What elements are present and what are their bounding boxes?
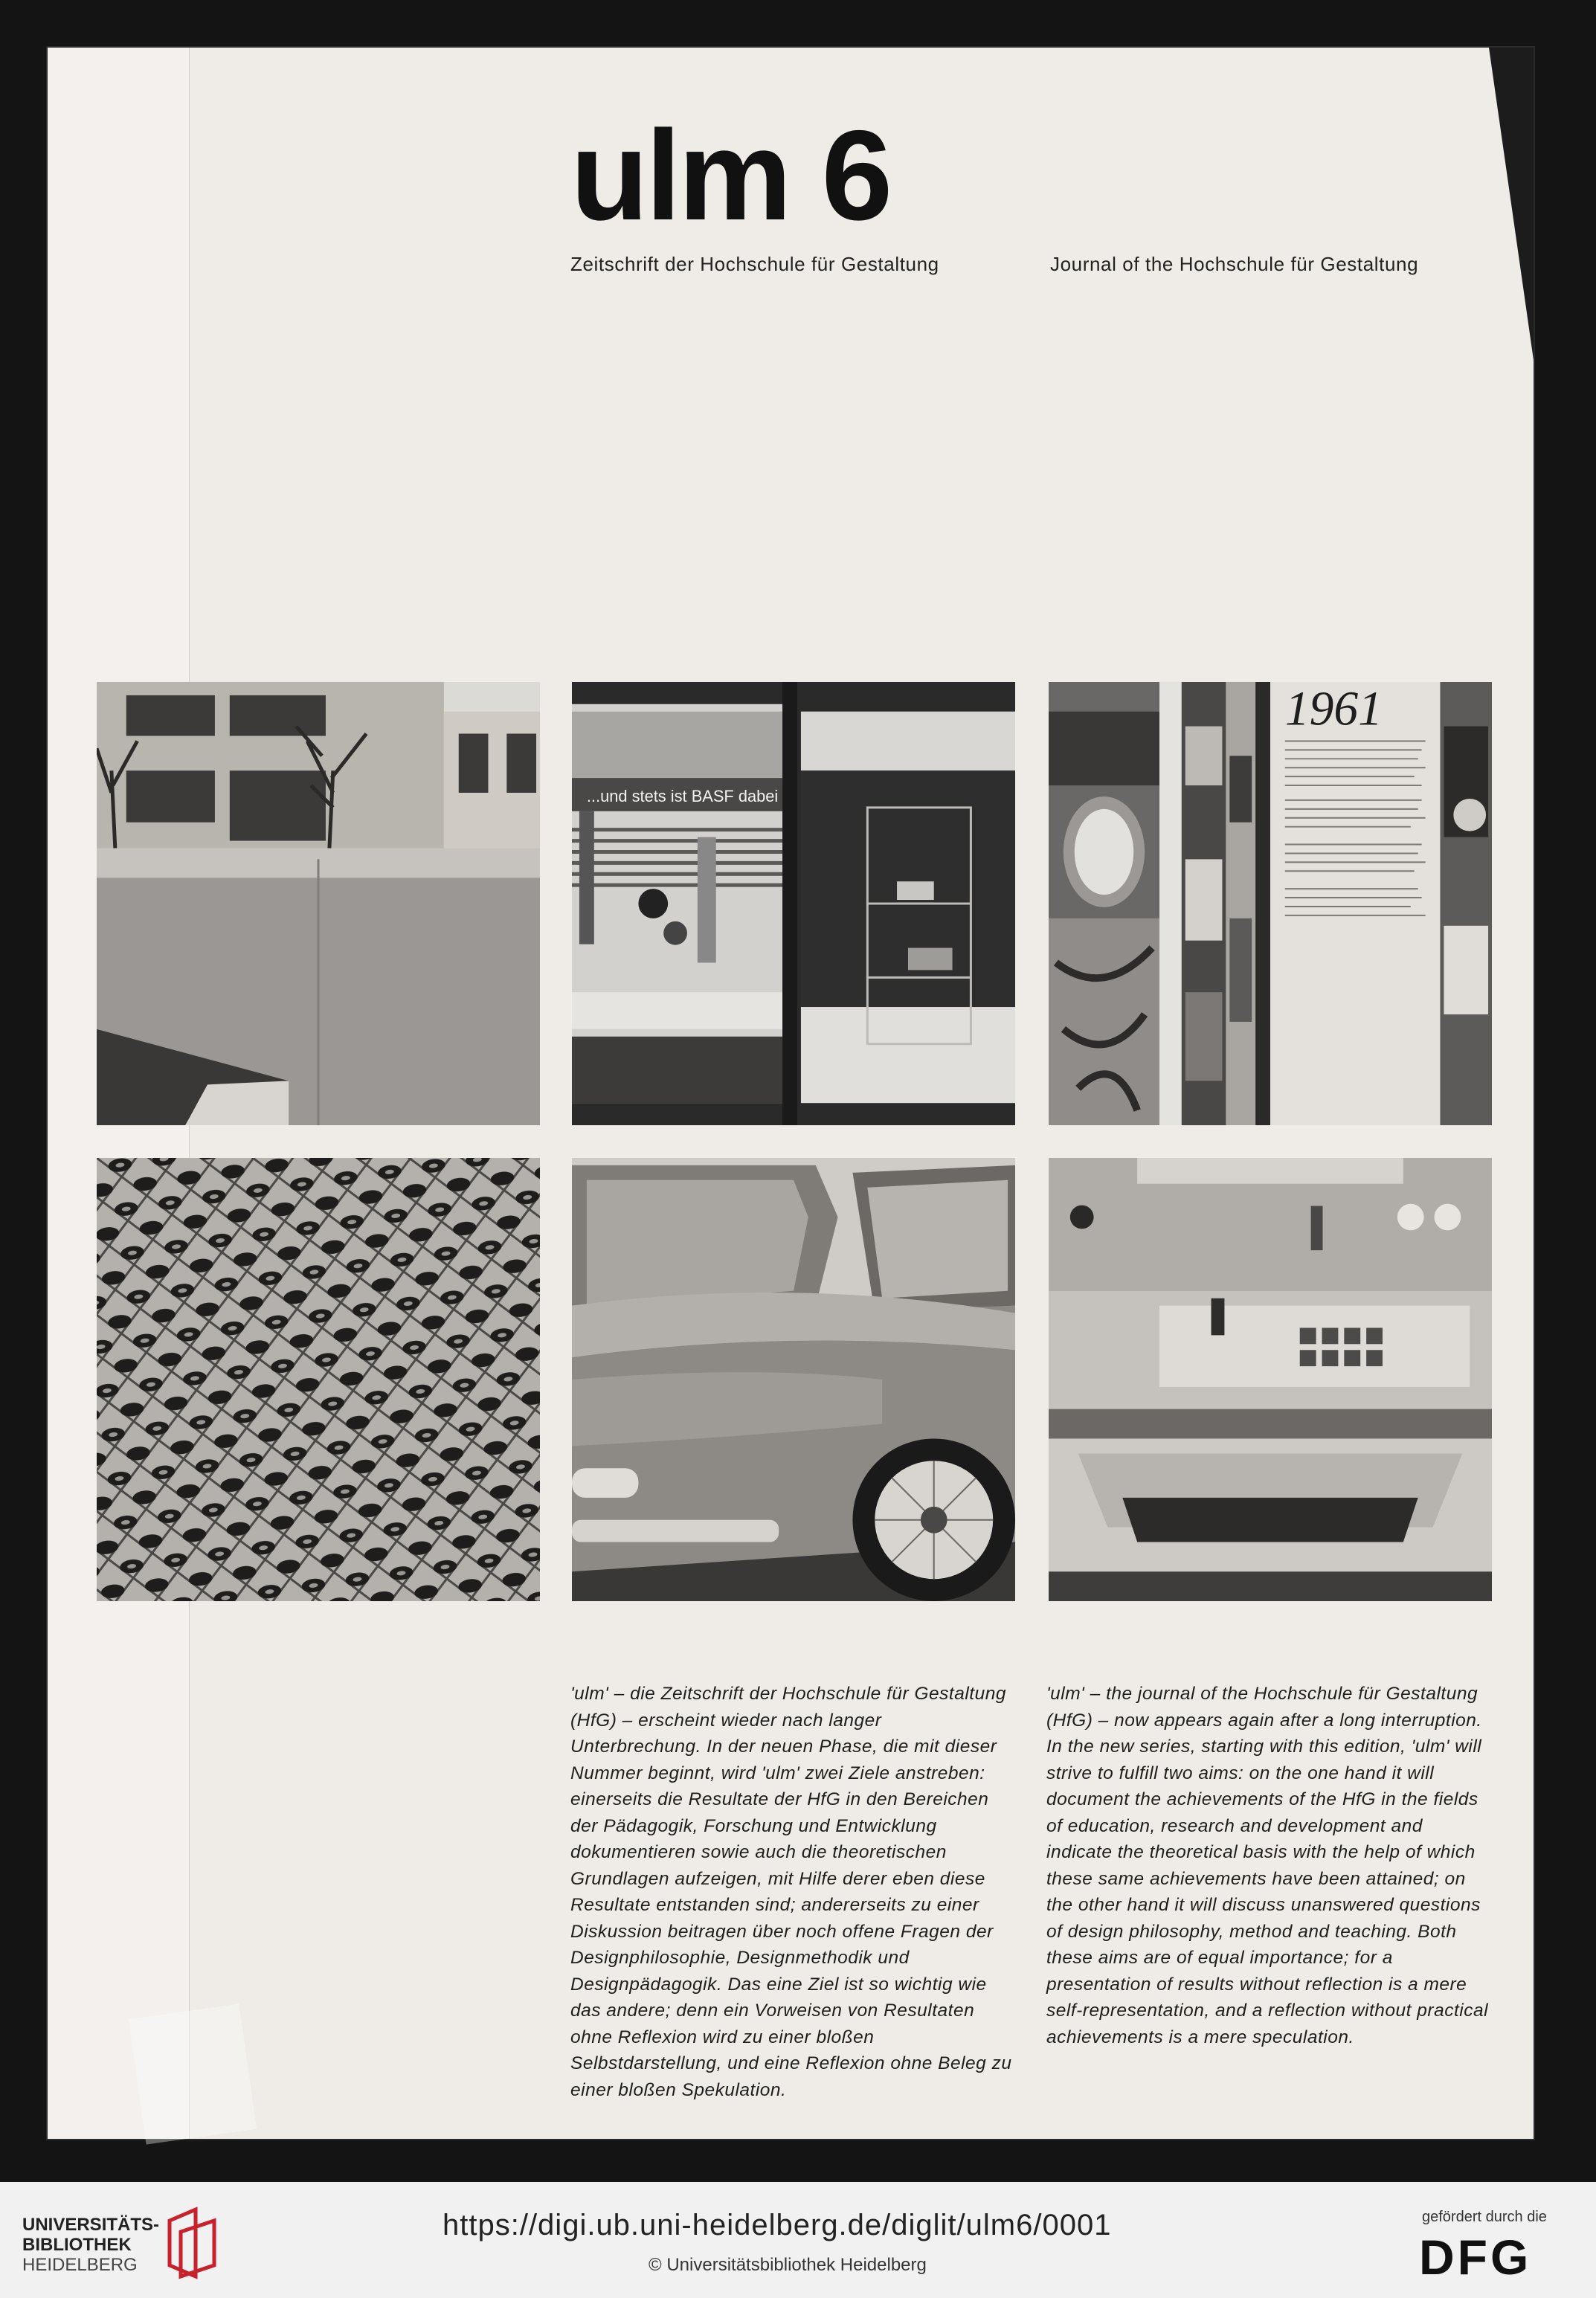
- lattice-photo-icon: [97, 1158, 540, 1601]
- library-mark-icon: [162, 2206, 222, 2280]
- source-url-link[interactable]: https://digi.ub.uni-heidelberg.de/diglit/ulm6/0001: [443, 2209, 1112, 2241]
- photo-olivetti-machine: [1049, 1158, 1492, 1601]
- funding-label: gefördert durch die: [1422, 2209, 1547, 2225]
- copyright-notice: © Universitätsbibliothek Heidelberg: [649, 2255, 927, 2275]
- collage-photo-icon: [1049, 682, 1492, 1125]
- journal-title: ulm 6: [570, 104, 890, 247]
- photo-basf-exhibition: [572, 682, 1015, 1125]
- library-name-line2: BIBLIOTHEK: [22, 2235, 132, 2255]
- journal-cover-page: [48, 48, 1534, 2139]
- photo-sports-car: [572, 1158, 1015, 1601]
- basf-slogan: ...und stets ist BASF dabei: [586, 786, 779, 805]
- dfg-logo[interactable]: DFG: [1419, 2230, 1532, 2285]
- intro-text-english: 'ulm' – the journal of the Hochschule für Gestaltung (HfG) – now appears again after a long interruption. In the new series, starting with this edition, 'ulm' will strive to fulfill two aims: on the one hand it will document the achievements of the HfG in the fields of education, research and development and indicate the theoretical basis with the help of which these same achievements have been attained; on the other hand it will discuss unanswered questions of design philosophy, method and teaching. Both these aims are of equal importance; for a presentation of results without reflection is a mere self-representation, and a reflection without practical achievements is a mere speculation.: [1046, 1684, 1489, 2047]
- subtitle-english: Journal of the Hochschule für Gestaltung: [1050, 253, 1419, 275]
- photo-1961-collage: [1049, 682, 1492, 1125]
- university-library-logo[interactable]: [22, 2200, 245, 2282]
- tape-strip-end: [129, 2003, 257, 2144]
- building-photo-icon: [97, 682, 540, 1125]
- photo-hfg-building: [97, 682, 540, 1125]
- intro-text-german: 'ulm' – die Zeitschrift der Hochschule für Gestaltung (HfG) – erscheint wieder nach langer Unterbrechung. In der neuen Phase, die mit dieser Nummer beginnt, wird 'ulm' zwei Ziele anstreben: einerseits die Resultate der HfG in den Bereichen der Pädagogik, Forschung und Entwicklung dokumentieren sowie auch die theoretischen Grundlagen aufzeigen, mit Hilfe derer eben diese Resultate entstanden sind; andererseits zu einer Diskussion beitragen über noch offene Fragen der Designphilosophie, Designmethodik und Designpädagogik. Das eine Ziel ist so wichtig wie das andere; denn ein Vorweisen von Resultaten ohne Reflexion wird zu einer bloßen Selbstdarstellung, und eine Reflexion ohne Beleg zu einer bloßen Spekulation.: [570, 1684, 1012, 2100]
- page-corner-shadow: [1489, 48, 1534, 360]
- library-name: [22, 2215, 159, 2275]
- car-photo-icon: [572, 1158, 1015, 1601]
- photo-lattice-structure: [97, 1158, 540, 1601]
- collage-year: 1961: [1284, 682, 1383, 736]
- library-name-line3: HEIDELBERG: [22, 2255, 138, 2275]
- subtitle-german: Zeitschrift der Hochschule für Gestaltung: [570, 253, 939, 275]
- library-name-line1: UNIVERSITÄTS-: [22, 2215, 160, 2235]
- exhibition-photo-icon: [572, 682, 1015, 1125]
- machine-photo-icon: [1049, 1158, 1492, 1601]
- digitization-footer: [0, 2182, 1596, 2298]
